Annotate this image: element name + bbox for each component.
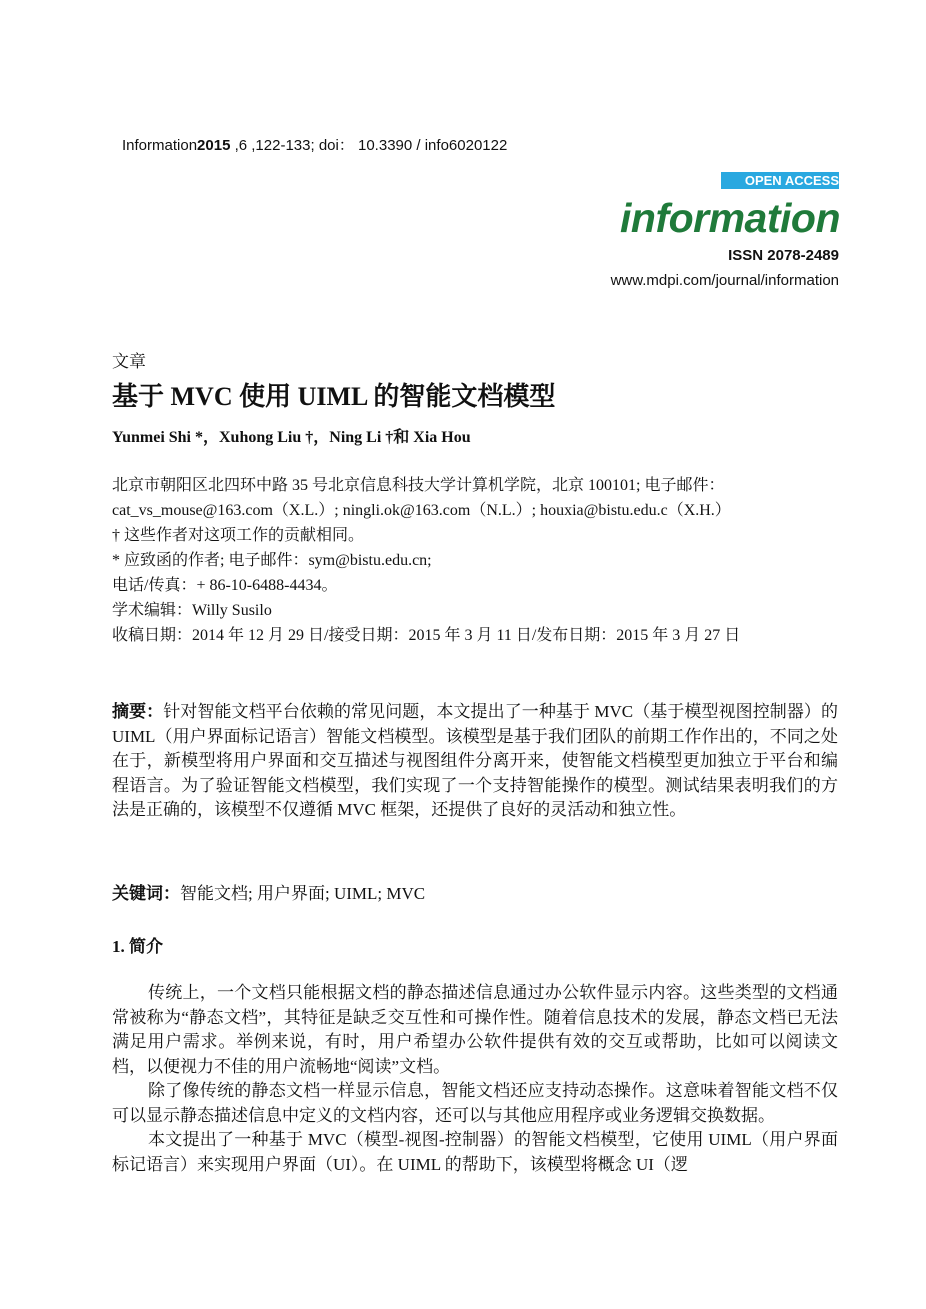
keywords <box>112 879 838 904</box>
corresponding-author: * 应致函的作者; 电子邮件：sym@bistu.edu.cn; <box>112 552 432 569</box>
paragraph: 除了像传统的静态文档一样显示信息，智能文档还应支持动态操作。这意味着智能文档不仅可以显示静态描述信息中定义的文档内容，还可以与其他应用程序或业务逻辑交换数据。 <box>112 1081 838 1125</box>
paragraph: 本文提出了一种基于 MVC（模型-视图-控制器）的智能文档模型，它使用 UIML（用户界面标记语言）来实现用户界面（UI）。在 UIML 的帮助下，该模型将概念 UI（逻 <box>112 1130 838 1174</box>
journal-logo: information <box>620 195 840 241</box>
affiliations <box>112 473 838 648</box>
paragraph: 传统上，一个文档只能根据文档的静态描述信息通过办公软件显示内容。这些类型的文档通常被称为“静态文档”，其特征是缺乏交互性和可操作性。随着信息技术的发展，静态文档已无法满足用户需求。举例来说，有时，用户希望办公软件提供有效的交互或帮助，比如可以阅读文档，以便视力不佳的用户流畅地“阅读”文档。 <box>112 983 838 1076</box>
article-title: 基于 MVC 使用 UIML 的智能文档模型 <box>112 382 556 411</box>
abstract-text: 针对智能文档平台依赖的常见问题，本文提出了一种基于 MVC（基于模型视图控制器）的 UIML（用户界面标记语言）智能文档模型。该模型是基于我们团队的前期工作作出的，不同之处在于，新模型将用户界面和交互描述与视图组件分离开来，使智能文档模型更加独立于平台和编程语言。为了验证智能文档模型，我们实现了一个支持智能操作的模型。测试结果表明我们的方法是正确的，该模型不仅遵循 MVC 框架，还提供了良好的灵活动和独立性。 <box>112 702 839 819</box>
open-access-badge: OPEN ACCESS <box>721 172 839 189</box>
issn: ISSN 2078-2489 <box>728 247 839 264</box>
citation-rest: ,6 ,122-133; doi： 10.3390 / info6020122 <box>230 137 508 154</box>
academic-editor: 学术编辑：Willy Susilo <box>112 602 272 619</box>
abstract <box>112 700 838 823</box>
equal-contribution-note: † 这些作者对这项工作的贡献相同。 <box>112 527 365 544</box>
affiliation-emails: cat_vs_mouse@163.com（X.L.）; ningli.ok@163.com（N.L.）; houxia@bistu.edu.c（X.H.） <box>112 502 731 519</box>
journal-url[interactable]: www.mdpi.com/journal/information <box>610 272 839 289</box>
author-list: Yunmei Shi *，Xuhong Liu †，Ning Li †和 Xia Hou <box>112 429 471 446</box>
citation-line <box>122 134 507 155</box>
phone-fax: 电话/传真：+ 86-10-6488-4434。 <box>112 577 338 594</box>
keywords-label: 关键词： <box>112 884 180 903</box>
citation-journal: Information <box>122 137 198 154</box>
publication-dates: 收稿日期：2014 年 12 月 29 日/接受日期：2015 年 3 月 11 日/发布日期：2015 年 3 月 27 日 <box>112 627 741 644</box>
abstract-label: 摘要： <box>112 702 164 721</box>
keywords-text: 智能文档; 用户界面; UIML; MVC <box>180 884 426 903</box>
article-type: 文章 <box>112 352 146 371</box>
section-heading: 1. 简介 <box>112 937 163 956</box>
section-body <box>112 981 838 1177</box>
affiliation-address: 北京市朝阳区北四环中路 35 号北京信息科技大学计算机学院，北京 100101; 电子邮件： <box>112 477 725 494</box>
citation-year: 2015 <box>197 137 231 154</box>
